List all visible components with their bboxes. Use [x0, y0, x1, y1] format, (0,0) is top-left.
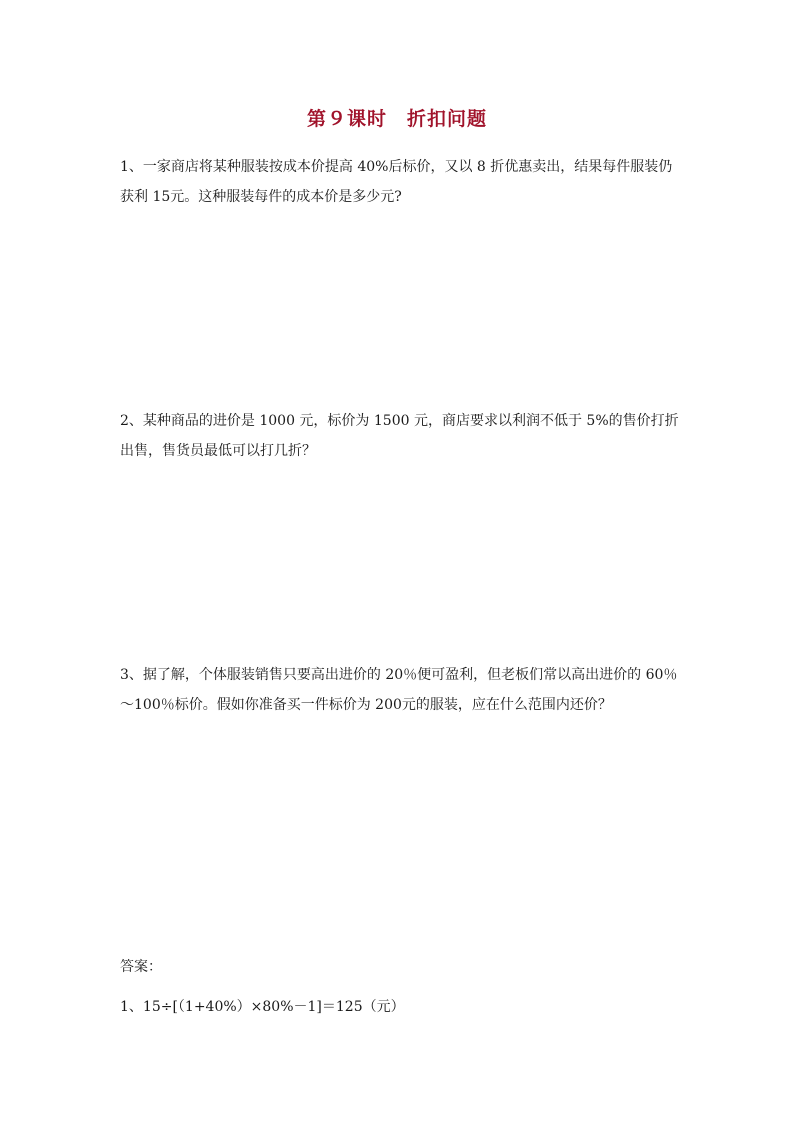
- question-3: 3、据了解，个体服装销售只要高出进价的 20％便可盈利，但老板们常以高出进价的 60％～100％标价。假如你准备买一件标价为 200元的服装，应在什么范围内还价？: [120, 667, 678, 713]
- answers-heading: 答案：: [120, 959, 162, 975]
- question-1: 1、一家商店将某种服装按成本价提高 40%后标价，又以 8 折优惠卖出，结果每件服装仍获利 15元。这种服装每件的成本价是多少元?: [120, 159, 673, 205]
- question-2: 2、某种商品的进价是 1000 元，标价为 1500 元，商店要求以利润不低于 5%的售价打折出售，售货员最低可以打几折？: [120, 413, 679, 459]
- answer-1: 1、15÷[（1+40%）×80%－1]＝125（元）: [120, 999, 405, 1015]
- page-title: 第９课时 折扣问题: [306, 108, 487, 130]
